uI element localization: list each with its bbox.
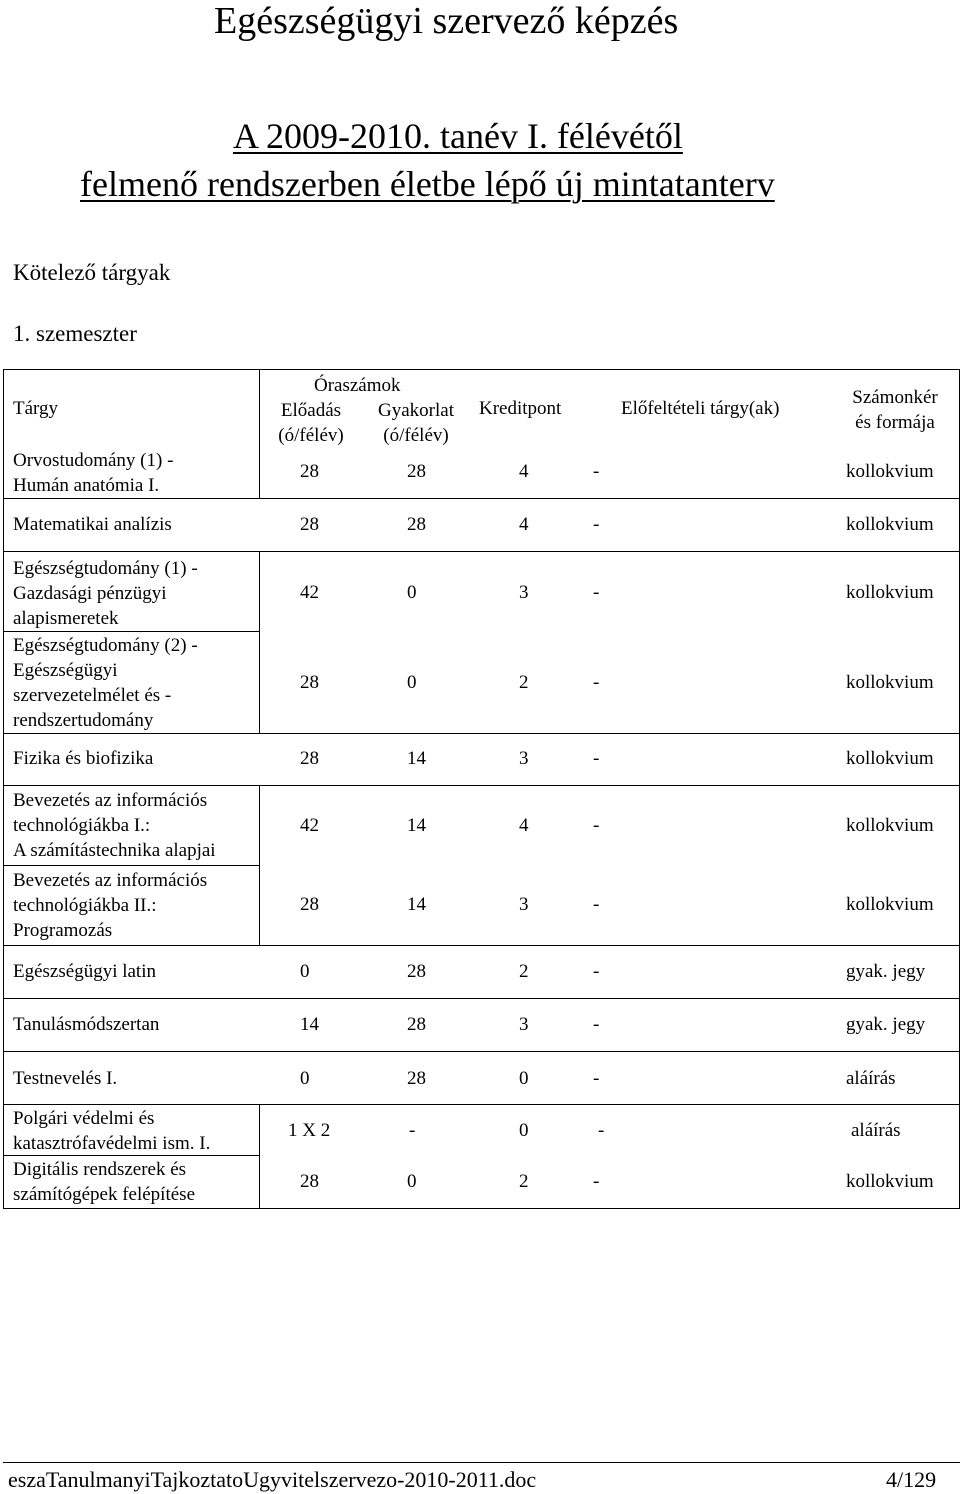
cell-lecture: 28 bbox=[300, 748, 319, 769]
cell-prereq: - bbox=[593, 514, 600, 535]
cell-exam: kollokvium bbox=[846, 514, 934, 535]
cell-lecture: 14 bbox=[300, 1014, 319, 1035]
cell-prereq: - bbox=[598, 1120, 605, 1141]
table-row-divider bbox=[3, 498, 960, 499]
cell-exam: aláírás bbox=[851, 1120, 901, 1141]
semester-heading: 1. szemeszter bbox=[13, 321, 137, 346]
table-row-divider bbox=[3, 1051, 960, 1052]
cell-lecture: 42 bbox=[300, 815, 319, 836]
cell-credit: 2 bbox=[519, 961, 529, 982]
cell-credit: 3 bbox=[519, 894, 529, 915]
cell-credit: 4 bbox=[519, 815, 529, 836]
header-prereq: Előfeltételi tárgy(ak) bbox=[621, 398, 780, 419]
cell-prereq: - bbox=[593, 461, 600, 482]
table-row-divider bbox=[3, 1104, 960, 1105]
table-row-divider bbox=[3, 998, 960, 999]
cell-credit: 3 bbox=[519, 1014, 529, 1035]
cell-exam: kollokvium bbox=[846, 1171, 934, 1192]
cell-lecture: 28 bbox=[300, 672, 319, 693]
cell-prereq: - bbox=[593, 582, 600, 603]
table-row-divider bbox=[3, 551, 960, 552]
footer-filename: eszaTanulmanyiTajkoztatoUgyvitelszervezo-2010-2011.doc bbox=[8, 1467, 537, 1492]
table-border-left bbox=[3, 369, 4, 1209]
cell-lecture: 0 bbox=[300, 1068, 310, 1089]
table-column-divider bbox=[259, 1104, 260, 1209]
cell-subject: Orvostudomány (1) - Humán anatómia I. bbox=[13, 450, 174, 496]
cell-exam: kollokvium bbox=[846, 461, 934, 482]
cell-practice: 28 bbox=[407, 961, 426, 982]
header-hours-group: Óraszámok bbox=[314, 375, 401, 396]
cell-subject: Digitális rendszerek és számítógépek felépítése bbox=[13, 1159, 196, 1205]
cell-subject: Fizika és biofizika bbox=[13, 748, 154, 769]
table-row-divider bbox=[3, 865, 260, 866]
cell-exam: kollokvium bbox=[846, 672, 934, 693]
table-row-divider bbox=[3, 1155, 260, 1156]
cell-subject: Egészségtudomány (2) - Egészségügyi szervezetelmélet és - rendszertudomány bbox=[13, 635, 198, 731]
cell-subject: Egészségtudomány (1) - Gazdasági pénzügyi alapismeretek bbox=[13, 558, 198, 629]
cell-prereq: - bbox=[593, 1171, 600, 1192]
cell-exam: kollokvium bbox=[846, 894, 934, 915]
cell-exam: gyak. jegy bbox=[846, 1014, 926, 1035]
section-heading: Kötelező tárgyak bbox=[13, 260, 171, 285]
table-border-top bbox=[3, 369, 960, 370]
cell-practice: 14 bbox=[407, 894, 426, 915]
header-lecture: Előadás (ó/félév) bbox=[278, 400, 344, 446]
cell-practice: 14 bbox=[407, 748, 426, 769]
cell-practice: - bbox=[409, 1120, 416, 1141]
cell-exam: gyak. jegy bbox=[846, 961, 926, 982]
table-border-bottom bbox=[3, 1208, 960, 1209]
header-credit: Kreditpont bbox=[479, 398, 562, 419]
cell-lecture: 0 bbox=[300, 961, 310, 982]
cell-lecture: 28 bbox=[300, 894, 319, 915]
cell-subject: Bevezetés az információs technológiákba II.: Programozás bbox=[13, 870, 208, 941]
cell-prereq: - bbox=[593, 1068, 600, 1089]
header-practice: Gyakorlat (ó/félév) bbox=[378, 400, 454, 446]
cell-practice: 28 bbox=[407, 514, 426, 535]
cell-lecture: 1 X 2 bbox=[288, 1120, 331, 1141]
table-column-divider bbox=[259, 785, 260, 946]
cell-prereq: - bbox=[593, 815, 600, 836]
cell-credit: 3 bbox=[519, 582, 529, 603]
cell-credit: 2 bbox=[519, 672, 529, 693]
cell-lecture: 28 bbox=[300, 1171, 319, 1192]
cell-credit: 3 bbox=[519, 748, 529, 769]
cell-subject: Polgári védelmi és katasztrófavédelmi ism. I. bbox=[13, 1108, 211, 1154]
cell-credit: 2 bbox=[519, 1171, 529, 1192]
table-row-divider bbox=[3, 733, 960, 734]
subtitle-line-2: felmenő rendszerben életbe lépő új mintatanterv bbox=[80, 164, 775, 204]
cell-subject: Bevezetés az információs technológiákba I.: A számítástechnika alapjai bbox=[13, 790, 216, 861]
header-exam: Számonkér és formája bbox=[852, 387, 938, 433]
table-row-divider bbox=[3, 945, 960, 946]
cell-lecture: 42 bbox=[300, 582, 319, 603]
table-column-divider bbox=[259, 369, 260, 499]
cell-exam: kollokvium bbox=[846, 815, 934, 836]
cell-lecture: 28 bbox=[300, 461, 319, 482]
header-subject: Tárgy bbox=[13, 398, 59, 419]
cell-prereq: - bbox=[593, 672, 600, 693]
cell-exam: kollokvium bbox=[846, 748, 934, 769]
cell-practice: 0 bbox=[407, 672, 417, 693]
footer-rule bbox=[3, 1462, 960, 1463]
cell-credit: 4 bbox=[519, 514, 529, 535]
cell-practice: 28 bbox=[407, 1014, 426, 1035]
cell-credit: 0 bbox=[519, 1120, 529, 1141]
cell-exam: aláírás bbox=[846, 1068, 896, 1089]
cell-credit: 4 bbox=[519, 461, 529, 482]
cell-prereq: - bbox=[593, 961, 600, 982]
cell-subject: Testnevelés I. bbox=[13, 1068, 118, 1089]
cell-practice: 0 bbox=[407, 582, 417, 603]
table-column-divider bbox=[259, 551, 260, 734]
cell-practice: 0 bbox=[407, 1171, 417, 1192]
cell-lecture: 28 bbox=[300, 514, 319, 535]
cell-exam: kollokvium bbox=[846, 582, 934, 603]
cell-practice: 14 bbox=[407, 815, 426, 836]
cell-subject: Tanulásmódszertan bbox=[13, 1014, 160, 1035]
cell-practice: 28 bbox=[407, 1068, 426, 1089]
footer-page-number: 4/129 bbox=[886, 1467, 937, 1492]
cell-subject: Matematikai analízis bbox=[13, 514, 172, 535]
page-title: Egészségügyi szervező képzés bbox=[214, 0, 679, 42]
cell-credit: 0 bbox=[519, 1068, 529, 1089]
cell-prereq: - bbox=[593, 1014, 600, 1035]
cell-prereq: - bbox=[593, 894, 600, 915]
cell-prereq: - bbox=[593, 748, 600, 769]
table-row-divider bbox=[3, 785, 960, 786]
table-row-divider bbox=[3, 631, 260, 632]
cell-practice: 28 bbox=[407, 461, 426, 482]
cell-subject: Egészségügyi latin bbox=[13, 961, 156, 982]
subtitle-line-1: A 2009-2010. tanév I. félévétől bbox=[233, 116, 683, 156]
